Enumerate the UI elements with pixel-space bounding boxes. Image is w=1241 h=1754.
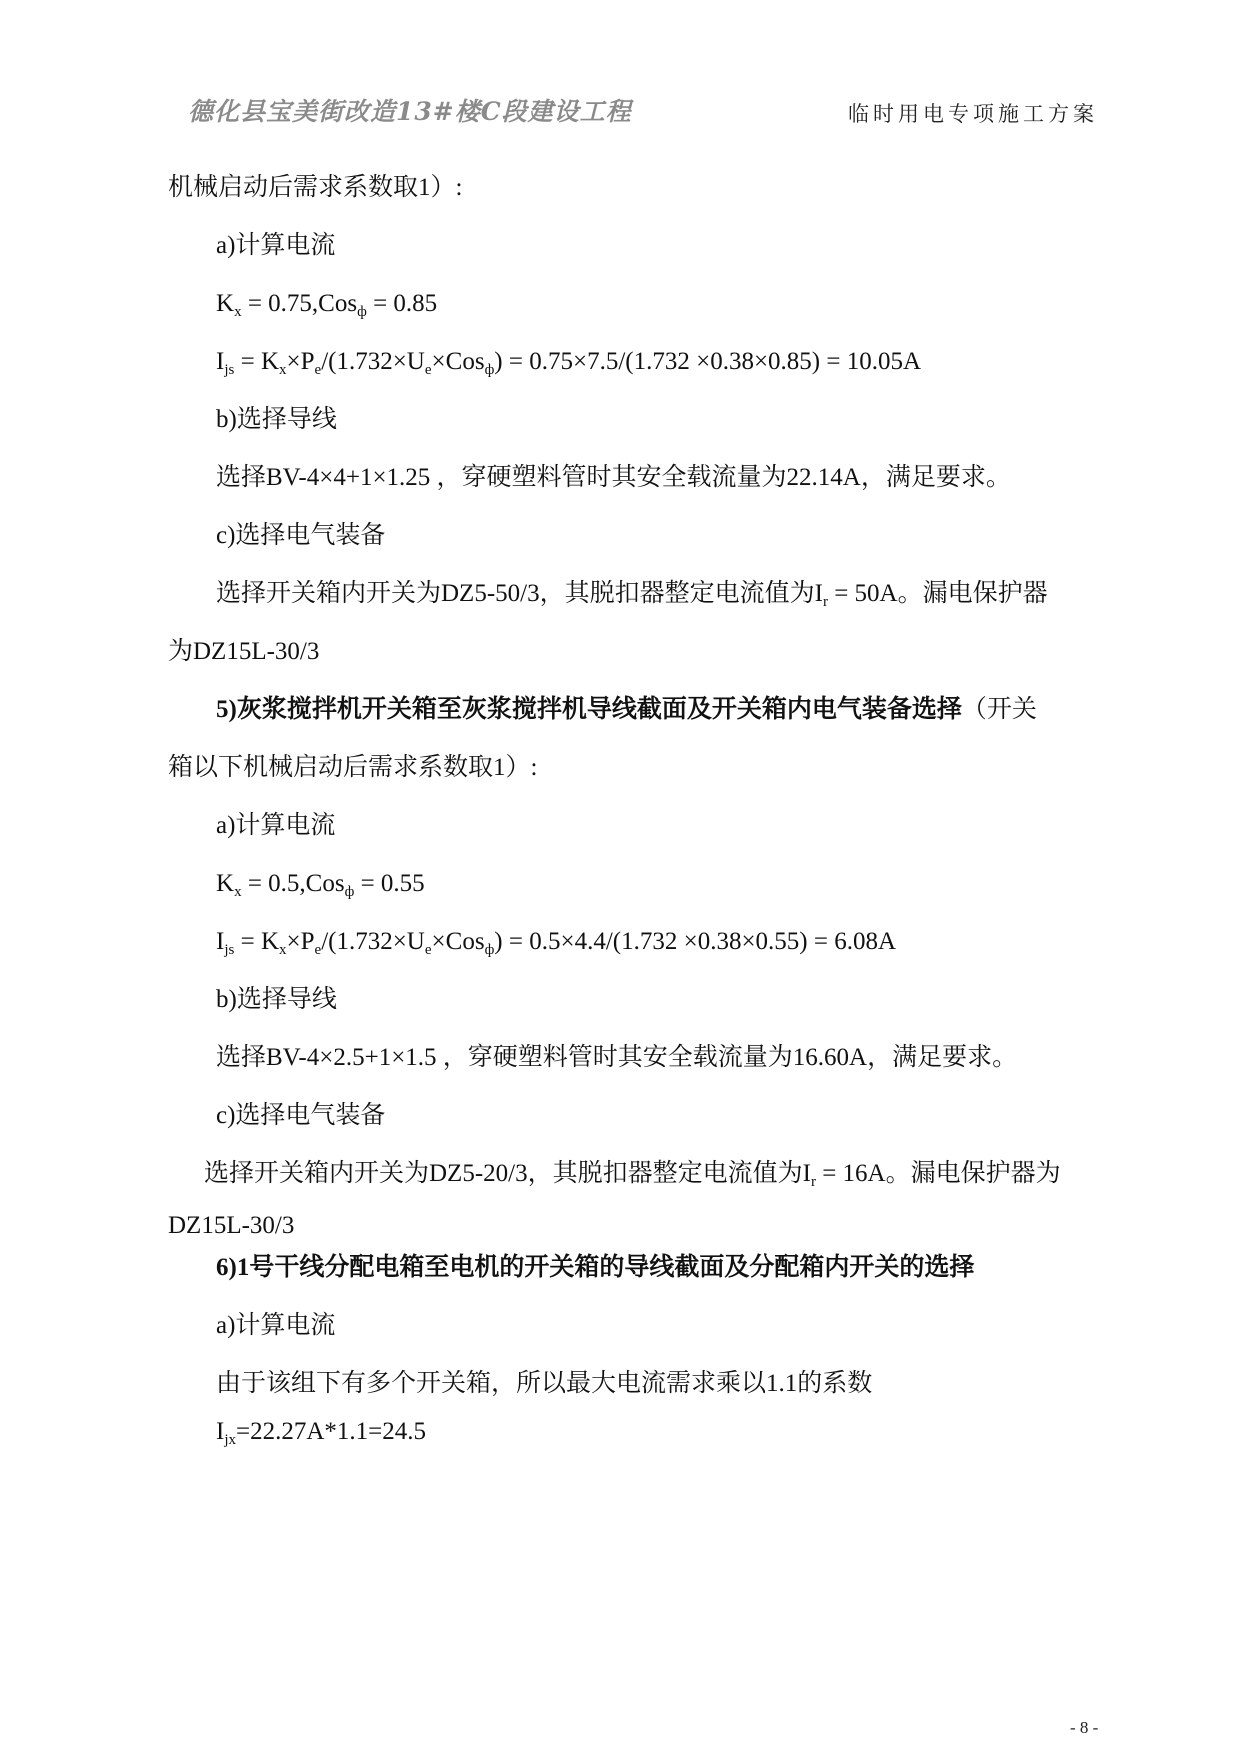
formula-kx-cos: $K_x = 0.5,Cos_ф = 0.55$ — [216, 870, 425, 900]
subheading-select-equipment: c)选择电气装备 — [216, 522, 386, 549]
formula-ijs: $I_{js} = K_x\times P_e/(1.732\times U_e\times Cos_ф) = 0.5\times 4.4/(1.732 \times 0.38\times 0.55) = 6.08A$ — [216, 928, 897, 958]
subheading-calc-current: a)计算电流 — [216, 232, 336, 259]
subheading-calc-current: a)计算电流 — [216, 812, 336, 839]
paragraph-line: 机械启动后需求系数取1）: — [168, 174, 463, 201]
paragraph-line: DZ15L-30/3 — [168, 1212, 295, 1239]
page-number: - 8 - — [1070, 1718, 1099, 1737]
paragraph-line: 为DZ15L-30/3 — [168, 638, 320, 665]
header-doc-title: 临时用电专项施工方案 — [848, 102, 1098, 126]
paragraph-line: 由于该组下有多个开关箱，所以最大电流需求乘以1.1的系数 — [216, 1370, 873, 1397]
paragraph-line: 选择BV-4×4+1×1.25 ，穿硬塑料管时其安全载流量为22.14A，满足要求。 — [216, 464, 1011, 491]
paragraph-line: 选择开关箱内开关为DZ5-20/3，其脱扣器整定电流值为$I_r = 16A$。漏电保护器为 — [204, 1160, 1061, 1190]
subheading-select-equipment: c)选择电气装备 — [216, 1102, 386, 1129]
section-heading-5: 5)灰浆搅拌机开关箱至灰浆搅拌机导线截面及开关箱内电气装备选择（开关 — [216, 696, 1037, 723]
section-heading-6: 6)1号干线分配电箱至电机的开关箱的导线截面及分配箱内开关的选择 — [216, 1254, 975, 1281]
formula-ijx: $I_{jx}=22.27A*1.1=24.5$ — [216, 1418, 427, 1448]
subheading-calc-current: a)计算电流 — [216, 1312, 336, 1339]
formula-kx-cos: $K_x = 0.75,Cos_ф = 0.85$ — [216, 290, 438, 320]
formula-ijs: $I_{js} = K_x\times P_e/(1.732\times U_e\times Cos_ф) = 0.75\times 7.5/(1.732 \times 0.38\times 0.85) = 10.05A$ — [216, 348, 922, 378]
subheading-select-wire: b)选择导线 — [216, 986, 337, 1013]
subheading-select-wire: b)选择导线 — [216, 406, 337, 433]
paragraph-line: 箱以下机械启动后需求系数取1）: — [168, 754, 538, 781]
paragraph-line: 选择开关箱内开关为DZ5-50/3，其脱扣器整定电流值为$I_r = 50A$。漏电保护器 — [216, 580, 1048, 610]
header-project-title: 德化县宝美街改造13#楼C段建设工程 — [188, 97, 632, 126]
paragraph-line: 选择BV-4×2.5+1×1.5 ，穿硬塑料管时其安全载流量为16.60A，满足要求。 — [216, 1044, 1018, 1071]
